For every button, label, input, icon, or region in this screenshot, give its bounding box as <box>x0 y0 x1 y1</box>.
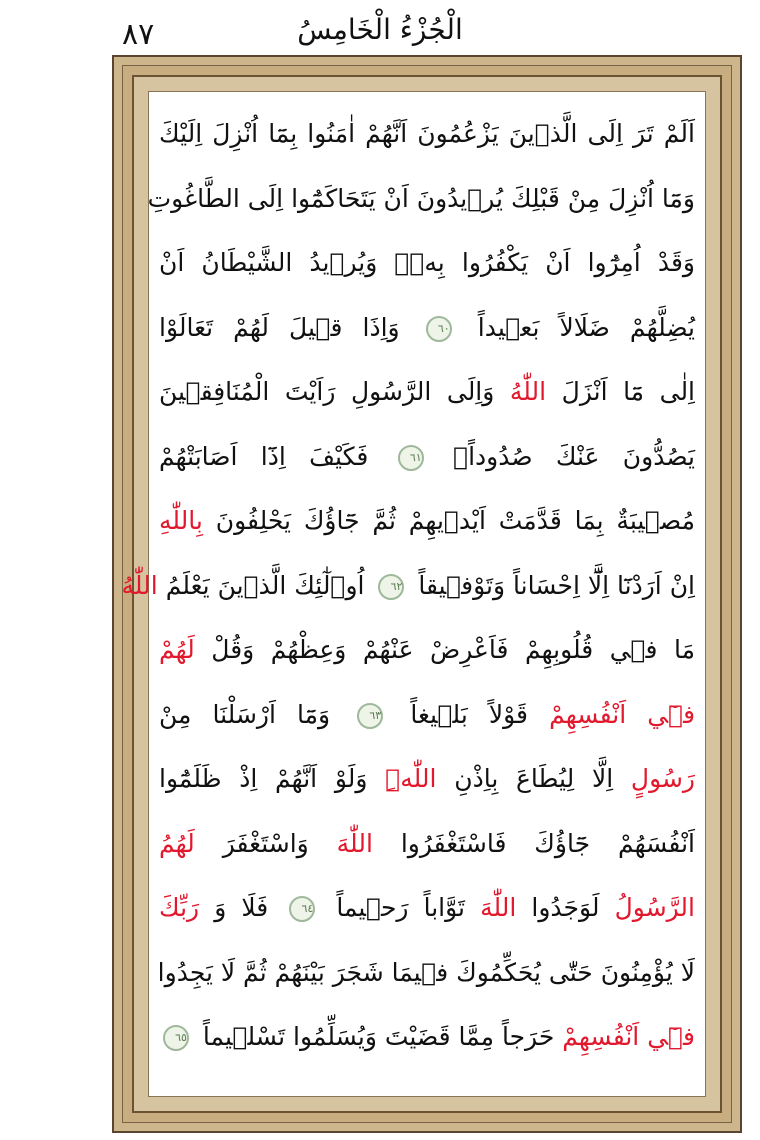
verse-line <box>121 556 695 616</box>
text-panel <box>121 91 706 1097</box>
verse-line <box>159 233 695 293</box>
verse-line <box>159 814 695 874</box>
verse-line <box>147 169 695 229</box>
verse-text: وَمَٓا اُنْزِلَ مِنْ قَبْلِكَ يُر۪يدُونَ اَنْ يَتَحَاكَمُٓوا اِلَى الطَّاغُوتِ <box>147 183 695 213</box>
divine-name-text: اللّٰهُ <box>509 377 547 406</box>
divine-name-text: اللّٰهُ <box>121 570 158 600</box>
verse-line <box>159 104 695 164</box>
verse-text: اِلَّا لِيُطَاعَ بِاِذْنِ <box>454 764 614 793</box>
verse-text: اَنْفُسَهُمْ جَٓاؤُكَ فَاسْتَغْفَرُوا <box>400 828 695 858</box>
verse-text: وَلَوْ اَنَّهُمْ اِذْ ظَلَمُٓوا <box>159 764 368 793</box>
verse-line <box>159 1007 695 1067</box>
verse-text: لَوَجَدُوا <box>531 893 600 922</box>
verse-text: اَلَمْ تَرَ اِلَى الَّذ۪ينَ يَزْعُمُونَ اَنَّهُمْ اٰمَنُوا بِمَٓا اُنْزِلَ اِلَيْكَ <box>159 119 695 148</box>
divine-name-text: لَهُمُ <box>159 828 195 858</box>
juz-title: الْجُزْءُ الْخَامِسُ <box>297 13 463 46</box>
ayah-marker: ٦٣ <box>357 703 383 729</box>
verse-line <box>159 298 695 358</box>
verse-text: مَا ف۪ي قُلُوبِهِمْ فَاَعْرِضْ عَنْهُمْ وَعِظْهُمْ وَقُلْ <box>211 635 696 664</box>
verse-line <box>159 620 695 680</box>
verse-text: اِنْ اَرَدْنَٓا اِلَّٓا اِحْسَاناً وَتَوْف۪يقاً <box>418 570 695 600</box>
verse-line <box>159 491 695 551</box>
divine-name-text: بِاللّٰهِ <box>159 506 203 535</box>
divine-name-text: اللّٰهَ <box>336 828 373 858</box>
divine-name-text: اللّٰهِۜ <box>385 764 437 793</box>
verse-text: وَمَٓا اَرْسَلْنَا مِنْ <box>159 699 331 729</box>
divine-name-text: ف۪ٓي اَنْفُسِهِمْ <box>562 1022 695 1051</box>
verse-text: مُص۪يبَةٌ بِمَا قَدَّمَتْ اَيْد۪يهِمْ ثُمَّ جَٓاؤُكَ يَحْلِفُونَ <box>215 506 695 535</box>
verse-line <box>159 878 695 938</box>
verse-line <box>159 362 695 422</box>
verse-text: لَا يُؤْمِنُونَ حَتّٰى يُحَكِّمُوكَ ف۪يمَا شَجَرَ بَيْنَهُمْ ثُمَّ لَا يَجِدُوا <box>157 957 695 987</box>
verse-text: يُضِلَّهُمْ ضَلَالاً بَع۪يداً <box>477 312 696 342</box>
verse-text: وَاسْتَغْفَرَ <box>222 828 309 858</box>
page-number: ٨٧ <box>122 17 155 52</box>
divine-name-text: رَبِّكَ <box>159 893 200 922</box>
divine-name-text: ف۪ٓي اَنْفُسِهِمْ <box>549 699 696 729</box>
verse-line <box>159 685 695 745</box>
verse-area <box>121 102 696 1086</box>
ornamental-frame <box>112 55 742 1133</box>
page-header <box>0 0 760 56</box>
verse-text: اُو۬لٰٓئِكَ الَّذ۪ينَ يَعْلَمُ <box>165 570 365 600</box>
verse-text: وَقَدْ اُمِرُٓوا اَنْ يَكْفُرُوا بِه۪ۜ وَيُر۪يدُ الشَّيْطَانُ اَنْ <box>159 248 695 277</box>
verse-line <box>159 943 695 1003</box>
verse-text: يَصُدُّونَ عَنْكَ صُدُوداًۚ <box>453 441 696 471</box>
verse-text: وَاِلَى الرَّسُولِ رَاَيْتَ الْمُنَافِق۪ينَ <box>159 377 495 406</box>
ayah-marker: ٦١ <box>398 445 424 471</box>
verse-text: تَوَّاباً رَح۪يماً <box>336 893 465 922</box>
verse-line <box>159 749 695 809</box>
verse-line <box>159 427 695 487</box>
divine-name-text: لَهُمْ <box>159 635 195 664</box>
divine-name-text: الرَّسُولُ <box>614 893 695 922</box>
divine-name-text: اللّٰهَ <box>480 893 517 922</box>
verse-text: وَاِذَا ق۪يلَ لَهُمْ تَعَالَوْا <box>159 312 400 342</box>
verse-text: فَلَا وَ <box>214 893 269 922</box>
verse-text: حَرَجاً مِمَّا قَضَيْتَ وَيُسَلِّمُوا تَسْل۪يماً <box>202 1022 555 1051</box>
ayah-marker: ٦٤ <box>289 896 315 922</box>
verse-text: فَكَيْفَ اِذَٓا اَصَابَتْهُمْ <box>159 441 369 471</box>
ayah-marker: ٦٠ <box>426 316 452 342</box>
ayah-marker: ٦٢ <box>378 574 404 600</box>
ayah-marker: ٦٥ <box>163 1025 189 1051</box>
verse-text: اِلٰى مَٓا اَنْزَلَ <box>561 377 696 406</box>
verse-text: قَوْلاً بَل۪يغاً <box>410 699 529 729</box>
divine-name-text: رَسُولٍ <box>630 764 696 793</box>
